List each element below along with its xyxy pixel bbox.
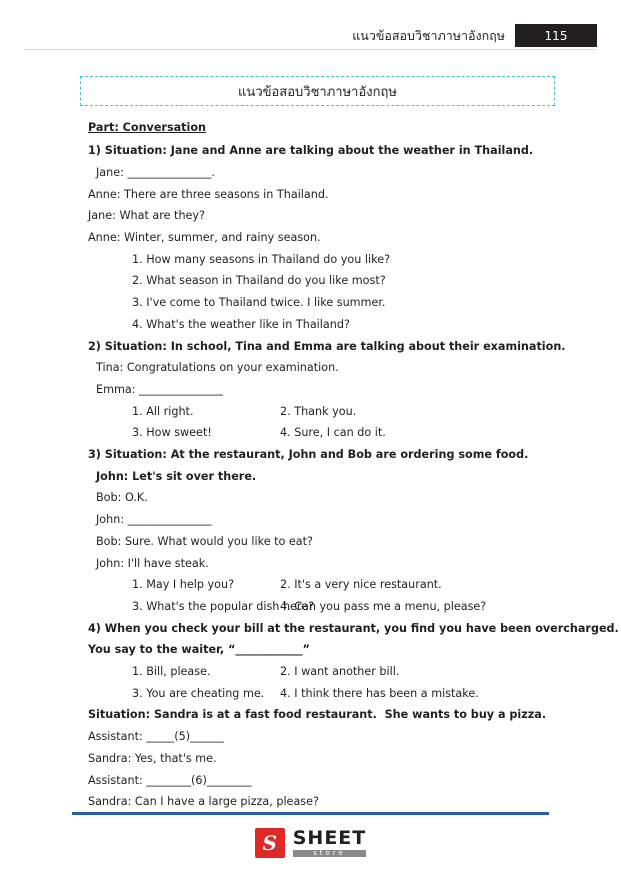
question-line: 1) Situation: Jane and Anne are talking about the weather in Thailand. [88,144,534,158]
dialogue-line: Assistant: ________(6)________ [88,773,252,787]
answer-option-row [88,601,558,612]
answer-option[interactable]: 3. What's the popular dish here? [132,599,315,613]
page-title: แนวข้อสอบวิชาภาษาอังกฤษ [238,84,397,100]
answer-option-row [88,688,558,699]
answer-option[interactable]: 3. How sweet! [132,426,212,440]
answer-option[interactable]: 4. Can you pass me a menu, please? [280,599,487,613]
page-number-badge [515,24,597,47]
dialogue-line: Emma: _______________ [96,382,223,396]
dialogue-line: John: _______________ [96,513,212,527]
dialogue-line: John: I'll have steak. [96,556,209,570]
page-number: 115 [544,28,568,43]
answer-option[interactable]: 4. What's the weather like in Thailand? [132,317,350,331]
dialogue-line: John: Let's sit over there. [96,469,257,483]
question-line: You say to the waiter, “____________” [88,643,310,657]
dialogue-line: Anne: There are three seasons in Thailand. [88,187,329,201]
document-body [88,121,619,818]
answer-option[interactable]: 2. Thank you. [280,404,357,418]
answer-option-row [88,579,558,590]
dialogue-line: Bob: O.K. [96,491,148,505]
answer-option[interactable]: 3. I've come to Thailand twice. I like summer. [132,296,386,310]
dialogue-line: Anne: Winter, summer, and rainy season. [88,231,321,245]
dialogue-line: Jane: _______________. [96,165,215,179]
dialogue-line: Assistant: _____(5)______ [88,730,224,744]
dialogue-line: Jane: What are they? [88,209,205,223]
answer-option-row [88,406,558,417]
answer-option[interactable]: 2. It's a very nice restaurant. [280,578,442,592]
section-heading: Part: Conversation [88,121,206,134]
dialogue-line: Tina: Congratulations on your examination. [96,361,339,375]
header-title: แนวข้อสอบวิชาภาษาอังกฤษ [352,28,505,43]
page-header [0,24,621,50]
dialogue-line: Sandra: Yes, that's me. [88,751,217,765]
logo-wordmark [293,829,367,857]
dialogue-line: Sandra: Can I have a large pizza, please? [88,795,319,809]
logo-subtitle: store [293,850,367,857]
answer-option[interactable]: 2. What season in Thailand do you like most? [132,274,386,288]
dialogue-line: Bob: Sure. What would you like to eat? [96,534,313,548]
question-line: 4) When you check your bill at the restaurant, you find you have been overcharged. [88,621,619,635]
answer-option[interactable]: 2. I want another bill. [280,665,400,679]
answer-option-row [88,666,558,677]
document-title-box [80,76,555,106]
question-line: 2) Situation: In school, Tina and Emma are talking about their examination. [88,339,566,353]
header-divider [24,49,597,50]
answer-option[interactable]: 1. How many seasons in Thailand do you like? [132,252,391,266]
answer-option[interactable]: 1. All right. [132,404,194,418]
answer-option-row [88,427,558,438]
logo-letter: S [262,831,277,855]
footer-logo [0,828,621,858]
answer-option[interactable]: 3. You are cheating me. [132,686,265,700]
situation-line: Situation: Sandra is at a fast food restaurant. She wants to buy a pizza. [88,708,547,722]
footer-divider [72,812,549,815]
answer-option[interactable]: 1. May I help you? [132,578,235,592]
logo-name: SHEET [292,827,367,849]
sheet-store-logo-icon [255,828,285,858]
answer-option[interactable]: 1. Bill, please. [132,665,211,679]
answer-option[interactable]: 4. Sure, I can do it. [280,426,386,440]
answer-option[interactable]: 4. I think there has been a mistake. [280,686,479,700]
question-line: 3) Situation: At the restaurant, John and Bob are ordering some food. [88,448,529,462]
